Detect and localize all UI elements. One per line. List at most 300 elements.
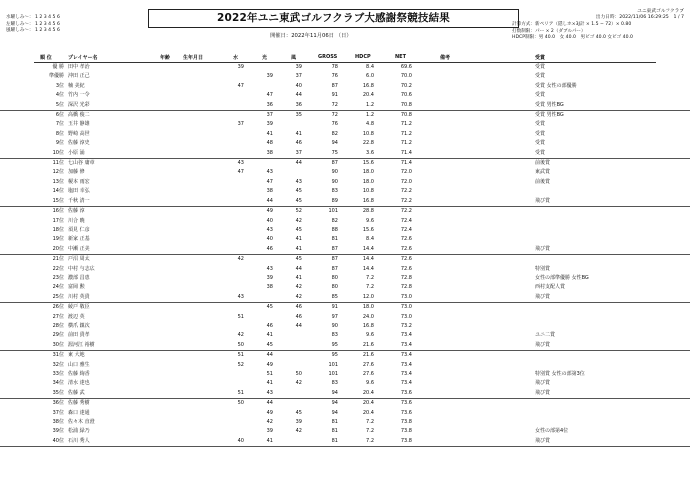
cell-rank: 35位	[52, 389, 64, 396]
table-row	[0, 322, 690, 331]
calc-method: 計算方式：新ペリア（隠しホ×3J計 × 1.5 − 72）× 0.80	[512, 22, 632, 27]
table-row	[0, 331, 690, 340]
table-row	[0, 139, 690, 148]
cell-award: 受賞	[535, 121, 546, 128]
header-award: 受賞	[535, 55, 546, 61]
table-row	[0, 293, 690, 303]
cell-net: 71.2	[400, 130, 412, 137]
table-row	[0, 120, 690, 129]
cell-h: 41	[266, 437, 273, 444]
cell-name: 戸沼 周太	[68, 256, 90, 263]
header-water: 水	[233, 55, 239, 61]
cell-name: 綾戸 敬臣	[68, 304, 90, 311]
cell-net: 72.8	[400, 274, 412, 281]
cell-net: 72.6	[400, 236, 412, 243]
cell-name: 中瀬 正美	[68, 245, 90, 252]
table-row	[0, 351, 690, 360]
cell-award: 受賞	[535, 73, 546, 80]
cell-name: 玉井 静雄	[68, 121, 90, 128]
cell-rank: 3位	[55, 82, 64, 89]
cell-award: 飛び賞	[535, 245, 551, 252]
cell-gross: 94	[331, 140, 338, 147]
cell-rank: 17位	[52, 217, 64, 224]
cell-net: 73.8	[400, 428, 412, 435]
cell-w: 42	[237, 256, 244, 263]
cell-gross: 75	[331, 149, 338, 156]
cell-hdcp: 7.2	[366, 428, 374, 435]
cell-hdcp: 18.0	[362, 178, 374, 185]
cell-rank: 31位	[52, 352, 64, 359]
cell-h: 37	[266, 112, 273, 119]
table-row	[0, 437, 690, 447]
cell-h: 48	[266, 140, 273, 147]
table-row	[0, 255, 690, 264]
cell-h: 39	[266, 428, 273, 435]
cell-net: 73.8	[400, 419, 412, 426]
cell-name: 小原 涌	[68, 149, 85, 156]
cell-gross: 82	[331, 217, 338, 224]
cell-award: 西村支配人賞	[535, 284, 566, 291]
cell-f: 41	[295, 130, 302, 137]
cell-hdcp: 16.8	[362, 82, 374, 89]
hole-info	[6, 15, 60, 35]
cell-gross: 76	[331, 73, 338, 80]
cell-h: 43	[266, 265, 273, 272]
cell-hdcp: 4.8	[366, 121, 374, 128]
cell-gross: 83	[331, 332, 338, 339]
cell-name: 東 大地	[68, 352, 85, 359]
cell-award: 東武賞	[535, 169, 551, 176]
cell-h: 36	[266, 101, 273, 108]
cell-gross: 85	[331, 293, 338, 300]
cell-award: 受賞	[535, 130, 546, 137]
cell-hdcp: 28.8	[362, 208, 374, 215]
cell-w: 50	[237, 400, 244, 407]
cell-f: 35	[295, 112, 302, 119]
cell-h: 41	[266, 332, 273, 339]
table-row	[0, 370, 690, 379]
cell-h: 49	[266, 409, 273, 416]
cell-award: 特別賞 女性の部第3位	[535, 371, 585, 377]
cell-gross: 94	[331, 400, 338, 407]
cell-hdcp: 1.2	[366, 101, 374, 108]
cell-award: 飛び賞	[535, 380, 551, 387]
cell-award: 飛び賞	[535, 437, 551, 444]
cell-hdcp: 24.0	[362, 313, 374, 320]
header-gross: GROSS	[318, 54, 338, 60]
cell-net: 72.0	[400, 169, 412, 176]
cell-hdcp: 14.4	[362, 256, 374, 263]
table-row	[0, 303, 690, 312]
cell-net: 69.6	[400, 64, 412, 70]
cell-gross: 81	[331, 437, 338, 444]
cell-gross: 101	[328, 361, 338, 368]
cell-f: 46	[295, 313, 302, 320]
cell-hdcp: 6.0	[366, 73, 374, 80]
table-header	[0, 54, 690, 62]
cell-award: 受賞	[535, 64, 546, 70]
cell-gross: 94	[331, 409, 338, 416]
cell-award: 前後賞	[535, 160, 551, 167]
table-row	[0, 245, 690, 255]
cell-f: 44	[295, 265, 302, 272]
cell-gross: 87	[331, 265, 338, 272]
cell-gross: 81	[331, 419, 338, 426]
cell-award: 受賞	[535, 92, 546, 99]
cell-name: 加藤 修	[68, 169, 85, 176]
cell-rank: 27位	[52, 313, 64, 320]
cell-hdcp: 20.4	[362, 389, 374, 396]
cell-gross: 87	[331, 256, 338, 263]
cell-h: 43	[266, 226, 273, 233]
cell-f: 42	[295, 284, 302, 291]
cell-net: 72.6	[400, 245, 412, 252]
table-row	[0, 418, 690, 427]
header-hdcp: HDCP	[355, 54, 371, 60]
cell-net: 71.2	[400, 140, 412, 147]
cell-f: 45	[295, 256, 302, 263]
table-row	[0, 409, 690, 418]
cell-rank: 15位	[52, 197, 64, 204]
cell-gross: 87	[331, 245, 338, 252]
cell-name: 佐々木 直澄	[68, 419, 95, 426]
cell-gross: 80	[331, 274, 338, 281]
cell-hdcp: 7.2	[366, 437, 374, 444]
cell-gross: 82	[331, 130, 338, 137]
club-info	[596, 9, 684, 22]
cell-h: 41	[266, 380, 273, 387]
header-birth: 生年月日	[183, 55, 204, 61]
cell-gross: 87	[331, 82, 338, 89]
cell-net: 72.6	[400, 256, 412, 263]
cell-hdcp: 21.6	[362, 341, 374, 348]
cell-hdcp: 7.2	[366, 274, 374, 281]
cell-hdcp: 14.4	[362, 265, 374, 272]
table-row	[0, 101, 690, 111]
cell-hdcp: 7.2	[366, 284, 374, 291]
cell-gross: 83	[331, 188, 338, 195]
cell-w: 51	[237, 313, 244, 320]
cell-hdcp: 27.6	[362, 371, 374, 377]
cell-net: 73.4	[400, 371, 412, 377]
cell-net: 70.8	[400, 101, 412, 108]
cell-hdcp: 20.4	[362, 92, 374, 99]
cell-net: 73.0	[400, 313, 412, 320]
cell-hdcp: 9.6	[366, 380, 374, 387]
cell-h: 47	[266, 92, 273, 99]
cell-w: 47	[237, 169, 244, 176]
cell-f: 46	[295, 140, 302, 147]
cell-net: 73.4	[400, 332, 412, 339]
table-row	[0, 178, 690, 187]
cell-h: 43	[266, 169, 273, 176]
cell-f: 40	[295, 82, 302, 89]
cell-net: 72.4	[400, 217, 412, 224]
header-light: 光	[262, 55, 268, 61]
cell-gross: 101	[328, 371, 338, 377]
cell-name: 田中 孝治	[68, 64, 90, 70]
cell-net: 73.4	[400, 341, 412, 348]
cell-rank: 7位	[55, 121, 64, 128]
cell-h: 45	[266, 341, 273, 348]
table-row	[0, 427, 690, 436]
cell-f: 43	[295, 178, 302, 185]
cell-name: 竹内 一令	[68, 92, 90, 99]
hole-info-line: 左曜しみ～： 1 2 3 4 5 6	[6, 21, 60, 27]
club-name: ユニ東武ゴルフクラブ	[637, 9, 684, 14]
cell-rank: 4位	[55, 92, 64, 99]
cell-name: 横爪 鎮次	[68, 322, 90, 329]
page-title: 2022年ユニ東武ゴルフクラブ大感謝祭競技結果	[148, 9, 519, 28]
cell-rank: 26位	[52, 304, 64, 311]
cell-award: 飛び賞	[535, 341, 551, 348]
cell-name: 川村 英貴	[68, 293, 90, 300]
cell-hdcp: 22.8	[362, 140, 374, 147]
header-age: 年齢	[160, 55, 171, 61]
cell-award: 女性の部第4位	[535, 428, 569, 435]
cell-h: 47	[266, 178, 273, 185]
table-row	[0, 63, 690, 72]
cell-award: 飛び賞	[535, 293, 551, 300]
cell-w: 40	[237, 437, 244, 444]
cell-rank: 16位	[52, 208, 64, 215]
cell-net: 72.2	[400, 197, 412, 204]
cell-gross: 83	[331, 380, 338, 387]
cell-f: 41	[295, 274, 302, 281]
cell-f: 37	[295, 149, 302, 156]
cell-gross: 95	[331, 352, 338, 359]
cell-rank: 29位	[52, 332, 64, 339]
cell-f: 45	[295, 226, 302, 233]
cell-f: 42	[295, 380, 302, 387]
cell-award: 前後賞	[535, 178, 551, 185]
cell-f: 39	[295, 64, 302, 70]
table-row	[0, 207, 690, 216]
table-row	[0, 72, 690, 81]
cell-w: 50	[237, 341, 244, 348]
cell-hdcp: 18.0	[362, 304, 374, 311]
cell-name: 前田 貴孝	[68, 332, 90, 339]
cell-rank: 11位	[52, 160, 64, 167]
cell-rank: 18位	[52, 226, 64, 233]
cell-name: 高橋 俊二	[68, 112, 90, 119]
cell-net: 72.2	[400, 208, 412, 215]
table-row	[0, 187, 690, 196]
table-row	[0, 159, 690, 168]
cell-gross: 72	[331, 101, 338, 108]
cell-name: 佐藤 秀樹	[68, 400, 90, 407]
cell-h: 46	[266, 245, 273, 252]
cell-net: 73.0	[400, 293, 412, 300]
cell-h: 44	[266, 400, 273, 407]
cell-rank: 40位	[52, 437, 64, 444]
cell-gross: 94	[331, 389, 338, 396]
cell-award: 女性の部準優勝 女性BG	[535, 274, 589, 281]
hole-info-line: 水曜しみ～： 1 2 3 4 5 6	[6, 15, 60, 20]
cell-rank: 25位	[52, 293, 64, 300]
cell-f: 41	[295, 236, 302, 243]
cell-hdcp: 15.6	[362, 160, 374, 167]
cell-name: 深沢 光彩	[68, 101, 90, 108]
cell-w: 51	[237, 352, 244, 359]
cell-h: 38	[266, 284, 273, 291]
cell-gross: 80	[331, 284, 338, 291]
event-date: 開催日：2022年11月06日 （日）	[270, 33, 352, 39]
table-row	[0, 341, 690, 351]
table-row	[0, 389, 690, 399]
cell-gross: 95	[331, 341, 338, 348]
cell-w: 52	[237, 361, 244, 368]
stroke-limit: 打数制限：パー × 2（ダブルパー）	[512, 28, 586, 34]
cell-name: 川合 暁	[68, 217, 85, 224]
cell-f: 42	[295, 293, 302, 300]
cell-gross: 90	[331, 322, 338, 329]
cell-net: 70.8	[400, 112, 412, 119]
cell-name: 佐藤 武	[68, 389, 85, 396]
cell-net: 73.4	[400, 361, 412, 368]
cell-f: 45	[295, 409, 302, 416]
cell-h: 43	[266, 389, 273, 396]
cell-net: 72.8	[400, 284, 412, 291]
cell-rank: 13位	[52, 178, 64, 185]
cell-rank: 34位	[52, 380, 64, 387]
cell-hdcp: 15.6	[362, 226, 374, 233]
cell-f: 42	[295, 428, 302, 435]
cell-hdcp: 20.4	[362, 400, 374, 407]
cell-hdcp: 21.6	[362, 352, 374, 359]
cell-net: 73.6	[400, 389, 412, 396]
hdcp-limit: HDCP制限：男 40.0 女 40.0 男ビゴ 40.0 女ビゴ 40.0	[512, 35, 633, 40]
header-rank: 順 位	[40, 55, 52, 61]
cell-hdcp: 18.0	[362, 169, 374, 176]
cell-name: 佐藤 淳	[68, 208, 85, 215]
table-row	[0, 379, 690, 388]
cell-hdcp: 10.8	[362, 188, 374, 195]
cell-name: 森口 達通	[68, 409, 90, 416]
cell-gross: 88	[331, 226, 338, 233]
cell-award: 飛び賞	[535, 197, 551, 204]
cell-rank: 21位	[52, 256, 64, 263]
cell-award: 特別賞	[535, 265, 551, 272]
cell-rank: 12位	[52, 169, 64, 176]
header-wind: 風	[291, 55, 297, 61]
cell-rank: 30位	[52, 341, 64, 348]
cell-gross: 90	[331, 178, 338, 185]
cell-hdcp: 9.6	[366, 217, 374, 224]
cell-name: 石川 秀人	[68, 437, 90, 444]
cell-h: 49	[266, 361, 273, 368]
cell-rank: 8位	[55, 130, 64, 137]
cell-w: 43	[237, 293, 244, 300]
header-player: プレイヤー名	[68, 55, 98, 61]
cell-hdcp: 1.2	[366, 112, 374, 119]
cell-h: 51	[266, 371, 273, 377]
table-row	[0, 283, 690, 292]
table-row	[0, 149, 690, 159]
cell-h: 44	[266, 352, 273, 359]
cell-h: 38	[266, 188, 273, 195]
cell-hdcp: 10.8	[362, 130, 374, 137]
cell-w: 43	[237, 160, 244, 167]
table-row	[0, 130, 690, 139]
table-row	[0, 111, 690, 120]
cell-h: 38	[266, 149, 273, 156]
cell-net: 73.4	[400, 352, 412, 359]
cell-w: 37	[237, 121, 244, 128]
cell-f: 52	[295, 208, 302, 215]
cell-rank: 10位	[52, 149, 64, 156]
cell-net: 72.0	[400, 178, 412, 185]
cell-net: 73.6	[400, 409, 412, 416]
cell-h: 42	[266, 419, 273, 426]
cell-f: 44	[295, 92, 302, 99]
cell-name: 山口 雅生	[68, 361, 90, 368]
table-row	[0, 265, 690, 274]
cell-h: 39	[266, 73, 273, 80]
cell-name: 沖田 正己	[68, 73, 90, 80]
cell-f: 50	[295, 371, 302, 377]
table-row	[0, 361, 690, 370]
cell-name: 七山谷 庸章	[68, 160, 95, 167]
cell-net: 70.6	[400, 92, 412, 99]
cell-f: 39	[295, 419, 302, 426]
cell-name: 千秋 清一	[68, 197, 90, 204]
cell-w: 51	[237, 389, 244, 396]
table-row	[0, 226, 690, 235]
cell-name: 中村 与志広	[68, 265, 95, 272]
cell-gross: 89	[331, 197, 338, 204]
table-row	[0, 274, 690, 283]
cell-rank: 6位	[55, 112, 64, 119]
cell-f: 42	[295, 217, 302, 224]
cell-net: 73.0	[400, 304, 412, 311]
cell-rank: 32位	[52, 361, 64, 368]
cell-gross: 72	[331, 112, 338, 119]
cell-name: 清水 達也	[68, 380, 90, 387]
cell-net: 73.8	[400, 437, 412, 444]
table-row	[0, 91, 690, 100]
table-row	[0, 197, 690, 207]
cell-h: 40	[266, 217, 273, 224]
cell-h: 39	[266, 274, 273, 281]
cell-name: 野崎 高世	[68, 130, 90, 137]
cell-gross: 90	[331, 169, 338, 176]
cell-award: 受賞 男性BG	[535, 101, 564, 108]
cell-award: 受賞	[535, 140, 546, 147]
cell-rank: 20位	[52, 245, 64, 252]
cell-w: 39	[237, 64, 244, 70]
cell-net: 72.4	[400, 226, 412, 233]
cell-rank: 33位	[52, 371, 64, 377]
cell-name: 富岡 勲	[68, 284, 85, 291]
print-timestamp: 出力日時：2022/11/06 16:29:25 1 / 7	[595, 15, 684, 21]
cell-rank: 14位	[52, 188, 64, 195]
cell-rank: 9位	[55, 140, 64, 147]
cell-h: 49	[266, 208, 273, 215]
cell-rank: 優 勝	[52, 64, 64, 70]
cell-rank: 39位	[52, 428, 64, 435]
cell-h: 41	[266, 130, 273, 137]
cell-name: 濃部 昌恵	[68, 274, 90, 281]
cell-f: 44	[295, 160, 302, 167]
cell-hdcp: 27.6	[362, 361, 374, 368]
cell-award: 受賞 女性の部優勝	[535, 82, 577, 89]
cell-gross: 91	[331, 92, 338, 99]
cell-hdcp: 20.4	[362, 409, 374, 416]
cell-gross: 91	[331, 304, 338, 311]
cell-hdcp: 14.4	[362, 245, 374, 252]
cell-hdcp: 8.4	[366, 236, 374, 243]
